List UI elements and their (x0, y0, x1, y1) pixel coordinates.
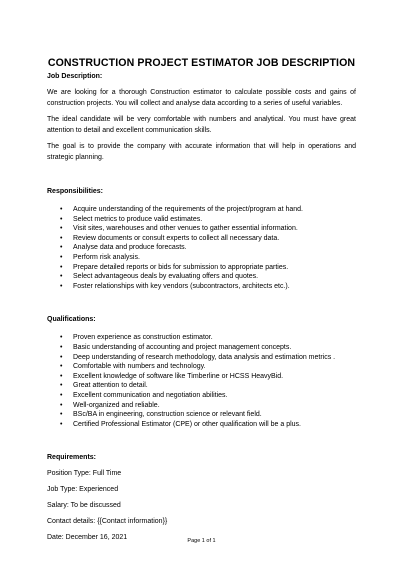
bullet-icon: • (60, 244, 63, 252)
list-item-text: Excellent knowledge of software like Timberline or HCSS HeavyBid. (73, 372, 284, 380)
requirement-line: Salary: To be discussed (47, 502, 121, 510)
list-item-text: Comfortable with numbers and technology. (73, 363, 206, 371)
list-item (47, 420, 356, 430)
list-item-text: Select advantageous deals by evaluating offers and quotes. (73, 273, 259, 281)
list-item (47, 401, 356, 411)
responsibilities-list (47, 205, 356, 291)
list-item-text: Select metrics to produce valid estimates. (73, 215, 203, 223)
requirement-line: Job Type: Experienced (47, 486, 119, 494)
list-item (47, 253, 356, 263)
list-item (47, 372, 356, 382)
job-description-heading: Job Description: (47, 73, 103, 80)
list-item (47, 362, 356, 372)
list-item (47, 353, 356, 363)
list-item (47, 263, 356, 273)
bullet-icon: • (60, 372, 63, 380)
list-item-text: Analyse data and produce forecasts. (73, 244, 187, 252)
page-number: Page 1 of 1 (187, 538, 216, 544)
bullet-icon: • (60, 334, 63, 342)
list-item (47, 205, 356, 215)
requirements-heading: Requirements: (47, 454, 97, 462)
bullet-icon: • (60, 382, 63, 390)
bullet-icon: • (60, 411, 63, 419)
list-item-text: Prepare detailed reports or bids for submission to appropriate parties. (73, 263, 289, 271)
responsibilities-heading: Responsibilities: (47, 188, 104, 195)
list-item-text: Great attention to detail. (73, 382, 148, 390)
bullet-icon: • (60, 391, 63, 399)
list-item (47, 215, 356, 225)
bullet-icon: • (60, 263, 63, 271)
list-item (47, 272, 356, 282)
job-description-paragraph: The goal is to provide the company with accurate information that will help in operations and strategic planning. (47, 143, 356, 161)
bullet-icon: • (60, 206, 63, 213)
bullet-icon: • (60, 253, 63, 261)
bullet-icon: • (60, 273, 63, 281)
list-item (47, 391, 356, 401)
list-item-text: BSc/BA in engineering, construction science or relevant field. (73, 411, 262, 419)
list-item-text: Review documents or consult experts to collect all necessary data. (73, 234, 280, 242)
list-item (47, 333, 356, 343)
list-item-text: Visit sites, warehouses and other venues to gather essential information. (73, 225, 298, 233)
list-item (47, 343, 356, 353)
requirement-line: Date: December 16, 2021 (47, 534, 128, 542)
document-title: CONSTRUCTION PROJECT ESTIMATOR JOB DESCRIPTION (47, 57, 356, 69)
list-item-text: Basic understanding of accounting and project management concepts. (73, 343, 292, 351)
list-item-text: Deep understanding of research methodology, data analysis and estimation metrics . (73, 353, 336, 361)
list-item-text: Certified Professional Estimator (CPE) or other qualification will be a plus. (73, 420, 301, 428)
bullet-icon: • (60, 215, 63, 223)
job-description-paragraph: We are looking for a thorough Construction estimator to calculate possible costs and gains of construction projects. You will collect and analyse data according to a series of useful variables. (47, 89, 356, 107)
bullet-icon: • (60, 234, 63, 242)
list-item (47, 234, 356, 244)
bullet-icon: • (60, 363, 63, 371)
bullet-icon: • (60, 282, 63, 290)
qualifications-heading: Qualifications: (47, 316, 96, 324)
list-item-text: Acquire understanding of the requirements of the project/program at hand. (73, 206, 303, 213)
bullet-icon: • (60, 225, 63, 233)
list-item-text: Foster relationships with key vendors (subcontractors, architects etc.). (73, 282, 290, 290)
list-item (47, 224, 356, 234)
bullet-icon: • (60, 343, 63, 351)
list-item (47, 410, 356, 420)
list-item (47, 381, 356, 391)
bullet-icon: • (60, 353, 63, 361)
list-item (47, 282, 356, 292)
job-description-paragraph: The ideal candidate will be very comfortable with numbers and analytical. You must have great attention to detail and excellent communication skills. (47, 116, 356, 134)
bullet-icon: • (60, 420, 63, 428)
requirement-line: Contact details: {{Contact information}} (47, 518, 168, 526)
document-body (47, 71, 356, 548)
list-item-text: Proven experience as construction estimator. (73, 334, 213, 342)
requirement-line: Position Type: Full Time (47, 470, 122, 478)
bullet-icon: • (60, 401, 63, 409)
qualifications-list (47, 333, 356, 429)
list-item-text: Well-organized and reliable. (73, 401, 160, 409)
list-item-text: Excellent communication and negotiation abilities. (73, 391, 228, 399)
list-item (47, 243, 356, 253)
list-item-text: Perform risk analysis. (73, 253, 140, 261)
